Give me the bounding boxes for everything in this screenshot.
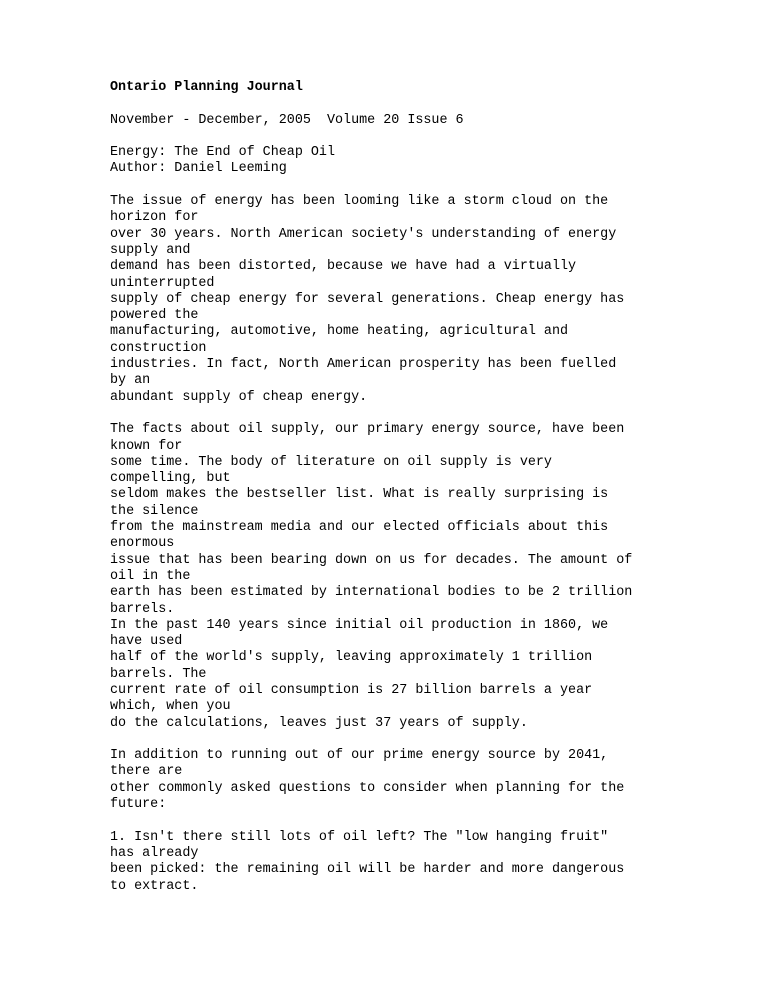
paragraph-line: uninterrupted (110, 275, 215, 291)
paragraph-line: In the past 140 years since initial oil production in 1860, we (110, 617, 609, 633)
paragraph-line: there are (110, 764, 183, 780)
journal-title: Ontario Planning Journal (110, 80, 303, 95)
paragraph-line: manufacturing, automotive, home heating, agricultural and (110, 324, 569, 340)
paragraph-line: some time. The body of literature on oil supply is very (110, 454, 552, 470)
paragraph-line: seldom makes the bestseller list. What is really surprising is (110, 487, 609, 503)
paragraph-line: has already (110, 845, 199, 861)
paragraph-line: supply of cheap energy for several generations. Cheap energy has (110, 291, 625, 307)
paragraph-line: compelling, but (110, 471, 231, 487)
paragraph-line: supply and (110, 242, 191, 258)
paragraph-line: by an (110, 373, 151, 389)
paragraph-line: half of the world's supply, leaving approximately 1 trillion (110, 650, 593, 666)
paragraph-line: oil in the (110, 568, 191, 584)
paragraph-line: abundant supply of cheap energy. (110, 389, 368, 405)
paragraph-2 (110, 422, 670, 732)
paragraph-line: 1. Isn't there still lots of oil left? The "low hanging fruit" (110, 829, 609, 845)
article-body (110, 194, 670, 895)
paragraph-line: construction (110, 340, 207, 356)
spacer (110, 129, 670, 145)
article-author: Author: Daniel Leeming (110, 161, 287, 177)
paragraph-line: industries. In fact, North American prosperity has been fuelled (110, 357, 617, 373)
paragraph-line: enormous (110, 536, 175, 552)
paragraph-line: have used (110, 634, 183, 650)
paragraph-line: from the mainstream media and our elected officials about this (110, 520, 609, 536)
paragraph-line: future: (110, 797, 167, 813)
paragraph-line: horizon for (110, 210, 199, 226)
spacer (110, 178, 670, 194)
paragraph-line: the silence (110, 503, 199, 519)
paragraph-line: The issue of energy has been looming like a storm cloud on the (110, 194, 609, 210)
paragraph-line: barrels. (110, 601, 175, 617)
article-title: Energy: The End of Cheap Oil (110, 145, 335, 161)
paragraph-line: The facts about oil supply, our primary energy source, have been (110, 422, 625, 438)
paragraph-1 (110, 194, 670, 406)
paragraph-line: to extract. (110, 878, 199, 894)
paragraph-line: powered the (110, 308, 199, 324)
paragraph-line: issue that has been bearing down on us for decades. The amount of (110, 552, 633, 568)
paragraph-line: do the calculations, leaves just 37 years of supply. (110, 715, 528, 731)
paragraph-line: which, when you (110, 699, 231, 715)
paragraph-3 (110, 748, 670, 813)
paragraph-line: over 30 years. North American society's understanding of energy (110, 226, 617, 242)
paragraph-line: In addition to running out of our prime energy source by 2041, (110, 748, 609, 764)
paragraph-line: demand has been distorted, because we have had a virtually (110, 259, 577, 275)
spacer (110, 96, 670, 112)
paragraph-4 (110, 830, 670, 895)
paragraph-line: other commonly asked questions to consider when planning for the (110, 780, 625, 796)
paragraph-line: barrels. The (110, 666, 207, 682)
paragraph-line: earth has been estimated by international bodies to be 2 trillion (110, 585, 633, 601)
issue-line: November - December, 2005 Volume 20 Issue 6 (110, 112, 464, 128)
paragraph-line: been picked: the remaining oil will be harder and more dangerous (110, 862, 625, 878)
paragraph-line: current rate of oil consumption is 27 billion barrels a year (110, 682, 593, 698)
paragraph-line: known for (110, 438, 183, 454)
document-page (110, 80, 670, 911)
